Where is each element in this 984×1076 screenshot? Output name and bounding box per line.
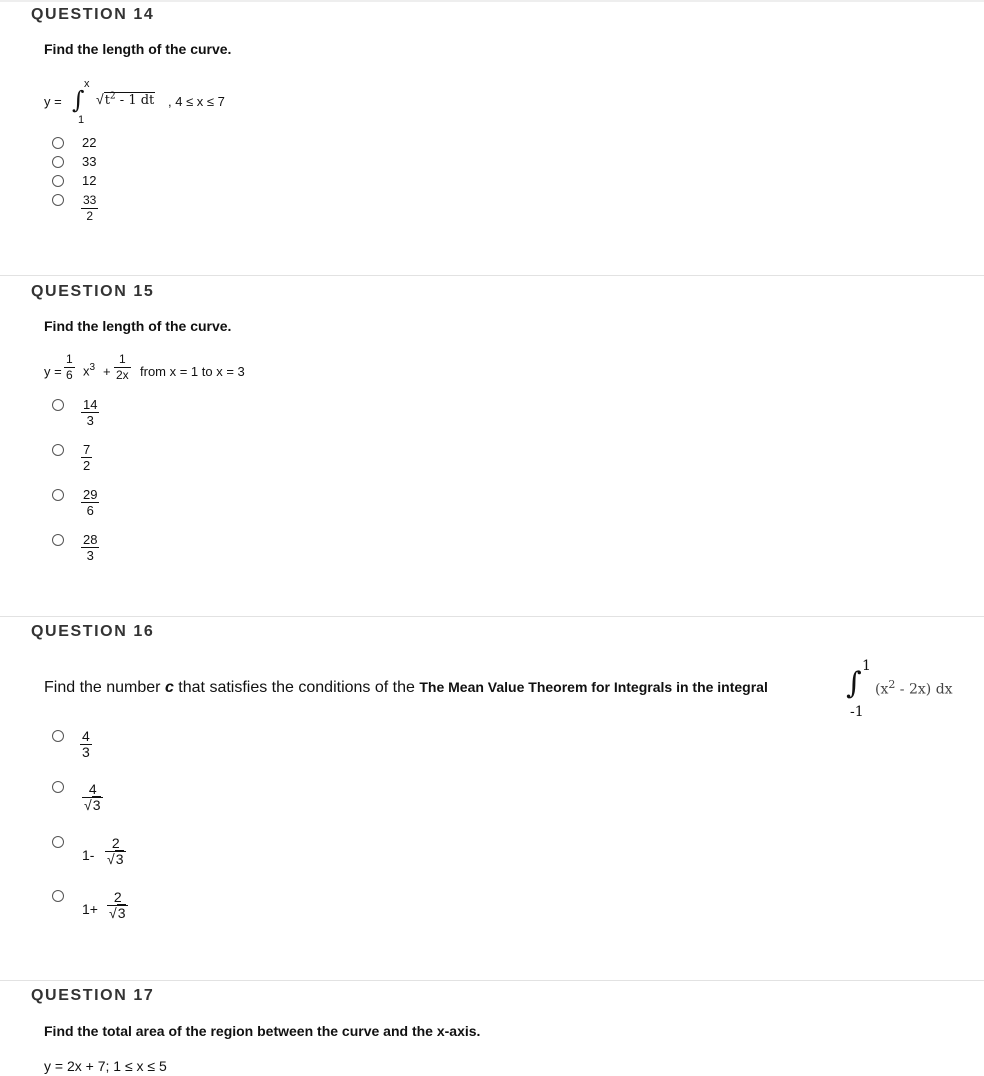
question-16-prompt: Find the number c that satisfies the conditions of the The Mean Value Theorem for Integrals in the integral: [44, 679, 768, 696]
option-radio[interactable]: [52, 194, 64, 206]
question-17-title: QUESTION 17: [31, 987, 155, 1004]
x-cubed: $x^3$: [83, 362, 96, 379]
divider: [0, 275, 984, 276]
option-radio[interactable]: [52, 890, 64, 902]
option-radio[interactable]: [52, 175, 64, 187]
option-radio[interactable]: [52, 730, 64, 742]
option-fraction: 28 3: [83, 532, 98, 563]
integral-sign: ∫: [72, 86, 85, 114]
integral-sign: ∫: [846, 666, 862, 701]
sqrt-expression: $√t^2 - 1$ dt: [96, 91, 155, 108]
option-radio[interactable]: [52, 399, 64, 411]
fraction-one-over-2x: 1 2x: [116, 352, 129, 382]
option-radio[interactable]: [52, 781, 64, 793]
question-17-equation: y = 2x + 7; 1 ≤ x ≤ 5: [44, 1058, 167, 1074]
option-fraction: 2 √3: [105, 836, 126, 867]
option-radio[interactable]: [52, 836, 64, 848]
question-16-title: QUESTION 16: [31, 623, 155, 640]
option-fraction: 14 3: [83, 397, 98, 428]
question-14-title: QUESTION 14: [31, 6, 155, 23]
integral-upper-limit: 1: [862, 658, 871, 674]
option-label: 33: [82, 154, 97, 169]
divider: [0, 616, 984, 617]
top-border: [0, 0, 984, 2]
option-radio[interactable]: [52, 156, 64, 168]
option-radio[interactable]: [52, 534, 64, 546]
option-radio[interactable]: [52, 137, 64, 149]
divider: [0, 980, 984, 981]
option-label: 22: [82, 135, 97, 150]
integral-upper-limit: x: [84, 78, 90, 90]
question-15-title: QUESTION 15: [31, 283, 155, 300]
option-fraction: 4 3: [82, 728, 90, 760]
question-15-range: from x = 1 to x = 3: [140, 364, 245, 379]
option-fraction: 33 2: [83, 193, 97, 223]
integrand: $(x^2 - 2x)$ dx: [875, 678, 953, 698]
option-label: 12: [82, 173, 97, 188]
option-fraction: 29 6: [83, 487, 98, 518]
y-equals: y =: [44, 94, 62, 109]
y-equals: y =: [44, 364, 62, 379]
question-15-prompt: Find the length of the curve.: [44, 318, 232, 334]
option-fraction: 4 √3: [82, 782, 103, 813]
option-prefix: 1+: [82, 901, 98, 917]
plus-sign: +: [103, 364, 111, 379]
integral-lower-limit: 1: [78, 114, 85, 126]
fraction-one-sixth: 1 6: [66, 352, 73, 382]
option-fraction: 7 2: [83, 442, 91, 473]
question-14-range: , 4 ≤ x ≤ 7: [168, 94, 225, 109]
question-17-prompt: Find the total area of the region between the curve and the x-axis.: [44, 1023, 481, 1039]
option-radio[interactable]: [52, 489, 64, 501]
integral-lower-limit: -1: [850, 704, 864, 720]
option-fraction: 2 √3: [107, 890, 128, 921]
question-14-prompt: Find the length of the curve.: [44, 41, 232, 57]
option-prefix: 1-: [82, 847, 95, 863]
option-radio[interactable]: [52, 444, 64, 456]
